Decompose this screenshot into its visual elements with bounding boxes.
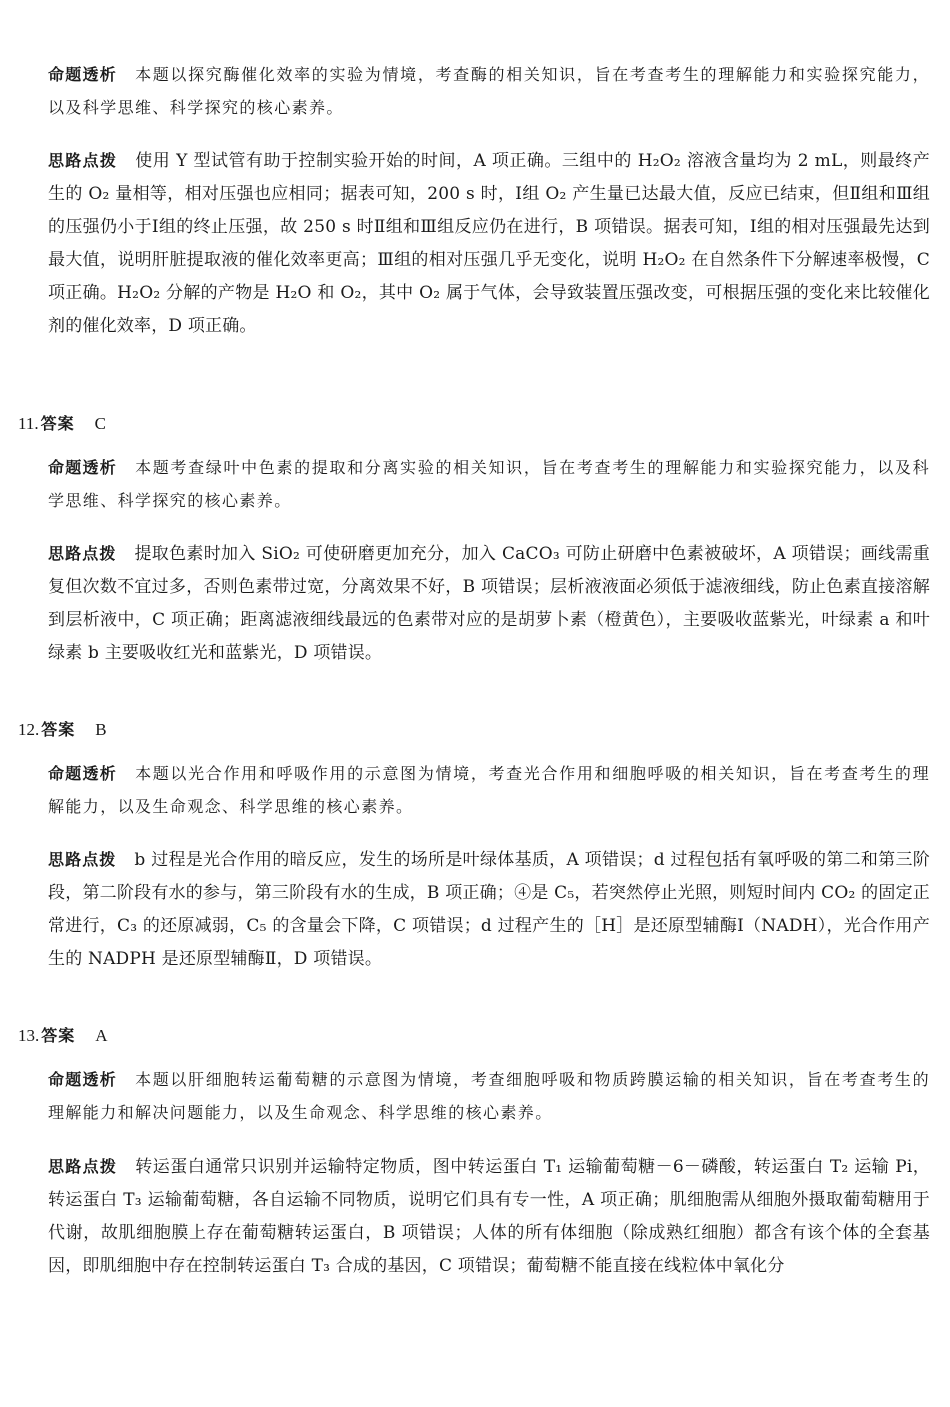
intent-label: 命题透析 — [48, 65, 118, 84]
hint-label: 思路点拨 — [48, 1157, 118, 1176]
answer-label: 答案 — [41, 720, 76, 739]
q10-intent — [48, 58, 930, 124]
q12-answer-line — [18, 713, 107, 747]
hint-text: b 过程是光合作用的暗反应，发生的场所是叶绿体基质，A 项错误；d 过程包括有氧呼吸的第二和第三阶段，第二阶段有水的参与，第三阶段有水的生成，B 项正确；④是 C₅，若突然停止光照，则短时间内 CO₂ 的固定正常进行，C₃ 的还原减弱，C₅ 的含量会下降，C 项错误；d 过程产生的［H］是还原型辅酶Ⅰ（NADH），光合作用产生的 NADPH 是还原型辅酶Ⅱ，D 项错误。 — [48, 850, 930, 969]
q13-intent — [48, 1063, 930, 1129]
q13-hint — [48, 1150, 930, 1283]
q11-answer-line — [18, 407, 106, 441]
answer-value: B — [95, 720, 107, 739]
answer-label: 答案 — [41, 1026, 76, 1045]
hint-text: 使用 Y 型试管有助于控制实验开始的时间，A 项正确。三组中的 H₂O₂ 溶液含量均为 2 mL，则最终产生的 O₂ 量相等，相对压强也应相同；据表可知，200 s 时，Ⅰ组 O₂ 产生量已达最大值，反应已结束，但Ⅱ组和Ⅲ组的压强仍小于Ⅰ组的终止压强，故 250 s 时Ⅱ组和Ⅲ组反应仍在进行，B 项错误。据表可知，Ⅰ组的相对压强最先达到最大值，说明肝脏提取液的催化效率更高；Ⅲ组的相对压强几乎无变化，说明 H₂O₂ 在自然条件下分解速率极慢，C 项正确。H₂O₂ 分解的产物是 H₂O 和 O₂，其中 O₂ 属于气体，会导致装置压强改变，可根据压强的变化来比较催化剂的催化效率，D 项正确。 — [48, 151, 930, 336]
question-number: 12. — [18, 720, 40, 739]
q11-hint — [48, 537, 930, 670]
intent-text: 本题以探究酶催化效率的实验为情境，考查酶的相关知识，旨在考查考生的理解能力和实验探究能力，以及科学思维、科学探究的核心素养。 — [48, 65, 930, 117]
intent-label: 命题透析 — [48, 764, 118, 783]
hint-text: 转运蛋白通常只识别并运输特定物质，图中转运蛋白 T₁ 运输葡萄糖－6－磷酸，转运蛋白 T₂ 运输 Pi，转运蛋白 T₃ 运输葡萄糖，各自运输不同物质，说明它们具有专一性，A 项正确；肌细胞需从细胞外摄取葡萄糖用于代谢，故肌细胞膜上存在葡萄糖转运蛋白，B 项错误；人体的所有体细胞（除成熟红细胞）都含有该个体的全套基因，即肌细胞中存在控制转运蛋白 T₃ 合成的基因，C 项错误；葡萄糖不能直接在线粒体中氧化分 — [48, 1157, 930, 1276]
intent-text: 本题以光合作用和呼吸作用的示意图为情境，考查光合作用和细胞呼吸的相关知识，旨在考查考生的理解能力，以及生命观念、科学思维的核心素养。 — [48, 764, 930, 816]
hint-label: 思路点拨 — [48, 544, 117, 563]
intent-label: 命题透析 — [48, 1070, 118, 1089]
intent-text: 本题以肝细胞转运葡萄糖的示意图为情境，考查细胞呼吸和物质跨膜运输的相关知识，旨在考查考生的理解能力和解决问题能力，以及生命观念、科学思维的核心素养。 — [48, 1070, 930, 1122]
question-number: 11. — [18, 414, 39, 433]
hint-label: 思路点拨 — [48, 151, 118, 170]
q10-hint — [48, 144, 930, 343]
q11-intent — [48, 451, 930, 517]
answer-value: A — [95, 1026, 108, 1045]
q12-intent — [48, 757, 930, 823]
answer-label: 答案 — [40, 414, 75, 433]
q13-answer-line — [18, 1019, 108, 1053]
hint-label: 思路点拨 — [48, 850, 117, 869]
intent-text: 本题考查绿叶中色素的提取和分离实验的相关知识，旨在考查考生的理解能力和实验探究能力，以及科学思维、科学探究的核心素养。 — [48, 458, 930, 510]
q12-hint — [48, 843, 930, 976]
hint-text: 提取色素时加入 SiO₂ 可使研磨更加充分，加入 CaCO₃ 可防止研磨中色素被破坏，A 项错误；画线需重复但次数不宜过多，否则色素带过宽，分离效果不好，B 项错误；层析液液面必须低于滤液细线，防止色素直接溶解到层析液中，C 项正确；距离滤液细线最远的色素带对应的是胡萝卜素（橙黄色），主要吸收蓝紫光，叶绿素 a 和叶绿素 b 主要吸收红光和蓝紫光，D 项错误。 — [48, 544, 930, 663]
answer-value: C — [94, 414, 106, 433]
intent-label: 命题透析 — [48, 458, 118, 477]
question-number: 13. — [18, 1026, 40, 1045]
